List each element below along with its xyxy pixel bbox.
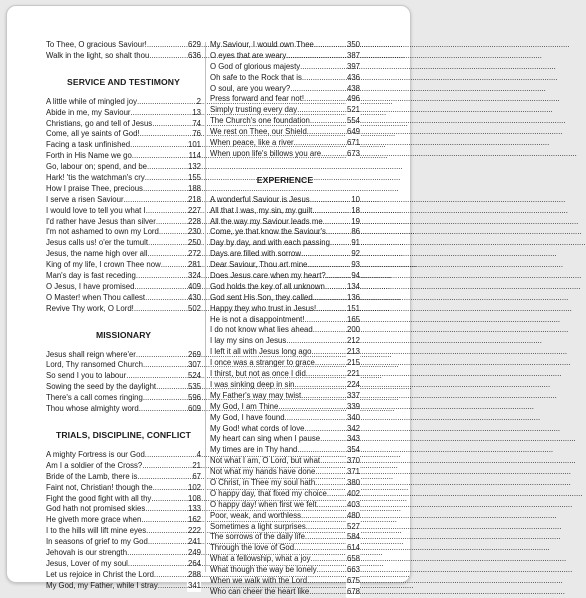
hymn-entry [210, 565, 360, 576]
hymn-entry [210, 336, 360, 347]
hymn-title: O happy day, that fixed my choice ..... [210, 489, 346, 500]
hymn-number: 249 [187, 547, 201, 557]
hymn-entry [210, 149, 360, 160]
hymn-number: 397 [346, 61, 360, 71]
hymn-number: 13 [192, 107, 201, 117]
hymn-title: Revive Thy work, O Lord! ..... [46, 304, 187, 315]
hymn-number: 614 [346, 543, 360, 553]
hymn-number: 86 [351, 227, 360, 237]
hymn-number: 136 [346, 292, 360, 302]
hymn-entry [46, 108, 201, 119]
hymn-title: Through the love of God ..... [210, 543, 346, 554]
hymn-entry [46, 461, 201, 472]
hymn-entry [46, 360, 201, 371]
hymn-number: 307 [187, 360, 201, 370]
hymn-entry [46, 227, 201, 238]
hymn-entry [210, 380, 360, 391]
hymn-entry [210, 127, 360, 138]
hymn-number: 370 [346, 456, 360, 466]
hymn-number: 188 [187, 183, 201, 193]
hymn-entry [46, 581, 201, 592]
hymn-entry [210, 467, 360, 478]
hymn-title: I would love to tell you what I ..... [46, 206, 187, 217]
hymn-title: Does Jesus care when my heart? ..... [210, 271, 350, 282]
hymn-number: 629 [187, 40, 201, 49]
hymn-number: 2 [196, 96, 201, 106]
hymn-title: Abide in me, my Saviour ..... [46, 108, 191, 119]
hymn-number: 165 [346, 314, 360, 324]
hymn-entry [46, 450, 201, 461]
hymn-entry [46, 548, 201, 559]
hymn-number: 535 [187, 382, 201, 392]
hymn-title: Thou whose almighty word ..... [46, 404, 187, 415]
hymn-number: 212 [346, 336, 360, 346]
hymn-title: My times are in Thy hand ..... [210, 445, 346, 456]
hymn-entry [46, 559, 201, 570]
hymn-title: God holds the key of all unknown ..... [210, 282, 346, 293]
hymn-number: 340 [346, 412, 360, 422]
index-page [6, 5, 411, 596]
hymn-number: 496 [346, 94, 360, 104]
hymn-title: My God, I am Thine ..... [210, 402, 346, 413]
hymn-entry [210, 532, 360, 543]
hymn-entry [210, 271, 360, 282]
hymn-title: O Christ, in Thee my soul hath ..... [210, 478, 346, 489]
hymn-title: Let us rejoice in Christ the Lord ..... [46, 570, 187, 581]
hymn-number: 524 [187, 371, 201, 381]
hymn-number: 133 [187, 504, 201, 514]
hymn-entry [210, 105, 360, 116]
hymn-entry [46, 206, 201, 217]
hymn-number: 134 [346, 281, 360, 291]
hymn-entry [210, 238, 360, 249]
hymn-list [210, 195, 360, 598]
hymn-number: 342 [346, 423, 360, 433]
hymn-entry [210, 413, 360, 424]
hymn-number: 215 [346, 358, 360, 368]
hymn-title: All the way my Saviour leads me ..... [210, 217, 350, 228]
hymn-number: 402 [346, 488, 360, 498]
hymn-title: I'd rather have Jesus than silver ..... [46, 217, 187, 228]
hymn-title: My God, my Father, while I stray ..... [46, 581, 187, 592]
hymn-title: O happy day! when first we felt ..... [210, 500, 346, 511]
hymn-entry [210, 478, 360, 489]
hymn-entry [46, 526, 201, 537]
hymn-entry [210, 249, 360, 260]
hymn-number: 649 [346, 127, 360, 137]
hymn-entry [210, 51, 360, 62]
hymn-title: Jehovah is our strength ..... [46, 548, 187, 559]
hymn-number: 76 [192, 129, 201, 139]
hymn-title: O eyes that are weary ..... [210, 51, 346, 62]
hymn-title: Dear Saviour, Thou art mine ..... [210, 260, 350, 271]
hymn-title: A mighty Fortress is our God ..... [46, 450, 196, 461]
hymn-entry [210, 260, 360, 271]
hymn-entry [46, 151, 201, 162]
hymn-number: 114 [188, 151, 201, 161]
hymn-entry [210, 554, 360, 565]
hymn-entry [46, 483, 201, 494]
hymn-list [210, 40, 360, 160]
hymn-title: My Saviour, I would own Thee ..... [210, 40, 346, 51]
hymn-entry [46, 393, 201, 404]
hymn-title: Man's day is fast receding ..... [46, 271, 187, 282]
hymn-number: 436 [346, 72, 360, 82]
hymn-title: The sorrows of the daily life ..... [210, 532, 346, 543]
hymn-list [46, 350, 201, 415]
hymn-entry [210, 489, 360, 500]
hymn-number: 675 [346, 575, 360, 585]
hymn-entry [46, 515, 201, 526]
hymn-number: 673 [346, 148, 360, 158]
hymn-title: Come, all ye saints of God! ..... [46, 129, 191, 140]
hymn-list [46, 450, 201, 592]
hymn-number: 380 [346, 477, 360, 487]
hymn-number: 343 [346, 434, 360, 444]
hymn-entry [46, 293, 201, 304]
hymn-title: Go, labour on; spend, and be ..... [46, 162, 187, 173]
hymn-entry [46, 51, 201, 62]
hymn-entry [210, 434, 360, 445]
hymn-entry [46, 304, 201, 315]
hymn-title: Walk in the light, so shalt thou ..... [46, 51, 187, 62]
hymn-entry [210, 282, 360, 293]
hymn-title: Who can cheer the heart like ..... [210, 587, 346, 598]
hymn-number: 636 [187, 50, 201, 60]
hymn-title: I was sinking deep in sin ..... [210, 380, 346, 391]
hymn-title: A little while of mingled joy ..... [46, 97, 196, 108]
hymn-entry [210, 73, 360, 84]
index-column-right [210, 40, 360, 598]
hymn-number: 92 [351, 249, 360, 259]
hymn-entry [210, 206, 360, 217]
hymn-number: 341 [187, 580, 201, 590]
hymn-title: Not what I am, O Lord, but what ..... [210, 456, 346, 467]
hymn-title: My heart can sing when I pause ..... [210, 434, 346, 445]
hymn-entry [210, 347, 360, 358]
hymn-number: 269 [187, 349, 201, 359]
hymn-number: 18 [351, 205, 360, 215]
hymn-title: I do not know what lies ahead ..... [210, 325, 346, 336]
hymn-number: 213 [346, 347, 360, 357]
hymn-title: There's a call comes ringing ..... [46, 393, 187, 404]
hymn-title: My Father's way may twist ..... [210, 391, 346, 402]
hymn-title: Bride of the Lamb, there is ..... [46, 472, 191, 483]
hymn-title: Come, ye that know the Saviour's ..... [210, 227, 350, 238]
hymn-number: 221 [346, 369, 360, 379]
hymn-title: Am I a soldier of the Cross? ..... [46, 461, 191, 472]
hymn-entry [210, 195, 360, 206]
hymn-number: 264 [187, 558, 201, 568]
hymn-entry [210, 304, 360, 315]
hymn-entry [46, 282, 201, 293]
hymn-title: I to the hills will lift mine eyes ..... [46, 526, 187, 537]
hymn-list [46, 40, 201, 62]
hymn-number: 250 [187, 238, 201, 248]
hymn-number: 596 [187, 393, 201, 403]
hymn-number: 288 [187, 569, 201, 579]
hymn-title: So send I you to labour ..... [46, 371, 187, 382]
hymn-number: 350 [346, 40, 360, 49]
hymn-number: 678 [346, 586, 360, 596]
hymn-entry [210, 325, 360, 336]
section-heading: SERVICE AND TESTIMONY [67, 76, 180, 87]
index-section [46, 40, 201, 62]
hymn-entry [210, 424, 360, 435]
hymn-entry [46, 570, 201, 581]
hymn-title: Jesus, the name high over all ..... [46, 249, 187, 260]
hymn-title: When we walk with the Lord ..... [210, 576, 346, 587]
hymn-number: 438 [346, 83, 360, 93]
hymn-entry [210, 587, 360, 598]
hymn-title: My God! what cords of love ..... [210, 424, 346, 435]
hymn-entry [210, 227, 360, 238]
hymn-number: 502 [187, 303, 201, 313]
hymn-title: O God of glorious majesty ..... [210, 62, 346, 73]
hymn-entry [210, 445, 360, 456]
hymn-entry [210, 138, 360, 149]
hymn-title: We rest on Thee, our Shield ..... [210, 127, 346, 138]
hymn-entry [46, 195, 201, 206]
hymn-title: Happy they who trust in Jesus! ..... [210, 304, 346, 315]
hymn-title: Jesus shall reign where'er ..... [46, 350, 187, 361]
hymn-number: 337 [346, 390, 360, 400]
hymn-title: What a fellowship, what a joy ..... [210, 554, 346, 565]
index-section [210, 174, 360, 598]
hymn-title: Oh safe to the Rock that is ..... [210, 73, 346, 84]
hymn-number: 272 [187, 249, 201, 259]
hymn-title: God sent His Son, they called ..... [210, 293, 346, 304]
hymn-title: Jesus, Lover of my soul ..... [46, 559, 187, 570]
hymn-entry [46, 371, 201, 382]
hymn-title: A wonderful Saviour is Jesus ..... [210, 195, 350, 206]
hymn-entry [46, 249, 201, 260]
hymn-entry [46, 472, 201, 483]
hymn-entry [46, 184, 201, 195]
hymn-entry [210, 217, 360, 228]
hymn-number: 354 [346, 445, 360, 455]
hymn-number: 658 [346, 554, 360, 564]
hymn-number: 527 [346, 521, 360, 531]
hymn-entry [210, 522, 360, 533]
hymn-entry [46, 40, 201, 51]
hymn-title: Poor, weak, and worthless ..... [210, 511, 346, 522]
hymn-number: 155 [187, 173, 201, 183]
hymn-entry [210, 369, 360, 380]
hymn-title: Sometimes a light surprises ..... [210, 522, 346, 533]
hymn-title: Jesus calls us! o'er the tumult ..... [46, 238, 187, 249]
hymn-title: Forth in His Name we go ..... [46, 151, 188, 162]
hymn-title: Hark! 'tis the watchman's cry ..... [46, 173, 187, 184]
hymn-number: 151 [346, 303, 360, 313]
hymn-number: 200 [346, 325, 360, 335]
hymn-entry [46, 217, 201, 228]
hymn-entry [210, 40, 360, 51]
hymn-entry [46, 173, 201, 184]
hymn-entry [210, 293, 360, 304]
hymn-entry [46, 119, 201, 130]
hymn-number: 132 [187, 162, 201, 172]
hymn-number: 430 [187, 292, 201, 302]
hymn-number: 4 [196, 449, 201, 459]
hymn-number: 222 [187, 526, 201, 536]
hymn-number: 19 [351, 216, 360, 226]
hymn-number: 228 [187, 216, 201, 226]
index-section [46, 76, 201, 315]
hymn-title: Sowing the seed by the daylight ..... [46, 382, 187, 393]
hymn-entry [46, 537, 201, 548]
hymn-title: Facing a task unfinished ..... [46, 140, 187, 151]
hymn-entry [210, 315, 360, 326]
hymn-title: O Master! when Thou callest ..... [46, 293, 187, 304]
hymn-title: Faint not, Christian! though the ..... [46, 483, 187, 494]
hymn-entry [46, 260, 201, 271]
hymn-title: When peace, like a river ..... [210, 138, 346, 149]
hymn-number: 230 [187, 227, 201, 237]
hymn-number: 609 [187, 404, 201, 414]
hymn-title: In seasons of grief to my God ..... [46, 537, 187, 548]
hymn-number: 227 [187, 205, 201, 215]
column-divider [205, 42, 206, 572]
hymn-number: 371 [346, 467, 360, 477]
hymn-title: All that I was, my sin, my guilt ..... [210, 206, 350, 217]
index-section [210, 40, 360, 160]
hymn-entry [46, 271, 201, 282]
hymn-title: I thirst, but not as once I did ..... [210, 369, 346, 380]
hymn-entry [210, 62, 360, 73]
hymn-entry [210, 576, 360, 587]
hymn-entry [210, 543, 360, 554]
hymn-title: Not what my hands have done ..... [210, 467, 346, 478]
hymn-title: O Jesus, I have promised ..... [46, 282, 187, 293]
hymn-number: 339 [346, 401, 360, 411]
hymn-entry [46, 140, 201, 151]
hymn-number: 521 [346, 105, 360, 115]
hymn-entry [210, 402, 360, 413]
hymn-entry [210, 511, 360, 522]
hymn-title: My God, I have found ..... [210, 413, 346, 424]
hymn-list [46, 97, 201, 315]
hymn-title: I lay my sins on Jesus ..... [210, 336, 346, 347]
hymn-entry [210, 456, 360, 467]
hymn-title: Christians, go and tell of Jesus ..... [46, 119, 191, 130]
hymn-number: 93 [351, 260, 360, 270]
hymn-entry [210, 500, 360, 511]
hymn-number: 480 [346, 510, 360, 520]
hymn-entry [46, 97, 201, 108]
hymn-entry [46, 494, 201, 505]
hymn-number: 74 [192, 118, 201, 128]
hymn-title: King of my life, I crown Thee now ..... [46, 260, 187, 271]
hymn-entry [210, 94, 360, 105]
hymn-title: When upon life's billows you are ..... [210, 149, 346, 160]
hymn-number: 91 [351, 238, 360, 248]
hymn-entry [210, 116, 360, 127]
hymn-number: 94 [351, 271, 360, 281]
hymn-title: I serve a risen Saviour ..... [46, 195, 187, 206]
hymn-entry [46, 404, 201, 415]
hymn-entry [46, 504, 201, 515]
hymn-title: Day by day, and with each passing ..... [210, 238, 350, 249]
hymn-number: 663 [346, 565, 360, 575]
hymn-number: 281 [187, 260, 201, 270]
section-heading: EXPERIENCE [256, 174, 314, 185]
hymn-title: Fight the good fight with all thy ..... [46, 494, 187, 505]
hymn-title: What though the way be lonely ..... [210, 565, 346, 576]
hymn-number: 108 [187, 493, 201, 503]
hymn-entry [46, 238, 201, 249]
hymn-number: 67 [192, 471, 201, 481]
section-heading: TRIALS, DISCIPLINE, CONFLICT [55, 429, 192, 440]
hymn-entry [46, 162, 201, 173]
hymn-title: He is not a disappointment! ..... [210, 315, 346, 326]
index-section [46, 429, 201, 592]
hymn-title: I once was a stranger to grace ..... [210, 358, 346, 369]
hymn-number: 218 [187, 194, 201, 204]
hymn-number: 409 [187, 281, 201, 291]
hymn-entry [210, 358, 360, 369]
hymn-entry [46, 129, 201, 140]
section-heading: MISSIONARY [95, 329, 152, 340]
hymn-number: 324 [187, 271, 201, 281]
hymn-title: Lord, Thy ransomed Church ..... [46, 360, 187, 371]
hymn-title: God hath not promised skies ..... [46, 504, 187, 515]
hymn-number: 102 [187, 482, 201, 492]
hymn-entry [46, 382, 201, 393]
index-column-left [46, 40, 201, 592]
hymn-number: 241 [187, 537, 201, 547]
hymn-entry [46, 350, 201, 361]
hymn-number: 10 [351, 194, 360, 204]
hymn-number: 584 [346, 532, 360, 542]
hymn-title: I'm not ashamed to own my Lord ..... [46, 227, 187, 238]
index-section [46, 329, 201, 415]
hymn-number: 224 [346, 379, 360, 389]
hymn-title: He giveth more grace when ..... [46, 515, 187, 526]
hymn-number: 387 [346, 50, 360, 60]
hymn-title: I left it all with Jesus long ago ..... [210, 347, 346, 358]
hymn-title: Press forward and fear not! ..... [210, 94, 346, 105]
hymn-entry [210, 391, 360, 402]
hymn-number: 162 [187, 515, 201, 525]
hymn-number: 554 [346, 116, 360, 126]
hymn-title: How I praise Thee, precious ..... [46, 184, 187, 195]
hymn-number: 671 [346, 138, 360, 148]
hymn-number: 101 [187, 140, 201, 150]
hymn-number: 403 [346, 499, 360, 509]
hymn-title: Days are filled with sorrow ..... [210, 249, 350, 260]
hymn-title: Simply trusting every day ..... [210, 105, 346, 116]
hymn-title: O soul, are you weary? ..... [210, 84, 346, 95]
hymn-number: 21 [192, 460, 201, 470]
hymn-title: To Thee, O gracious Saviour! ..... [46, 40, 187, 51]
hymn-entry [210, 84, 360, 95]
hymn-title: The Church's one foundation ..... [210, 116, 346, 127]
